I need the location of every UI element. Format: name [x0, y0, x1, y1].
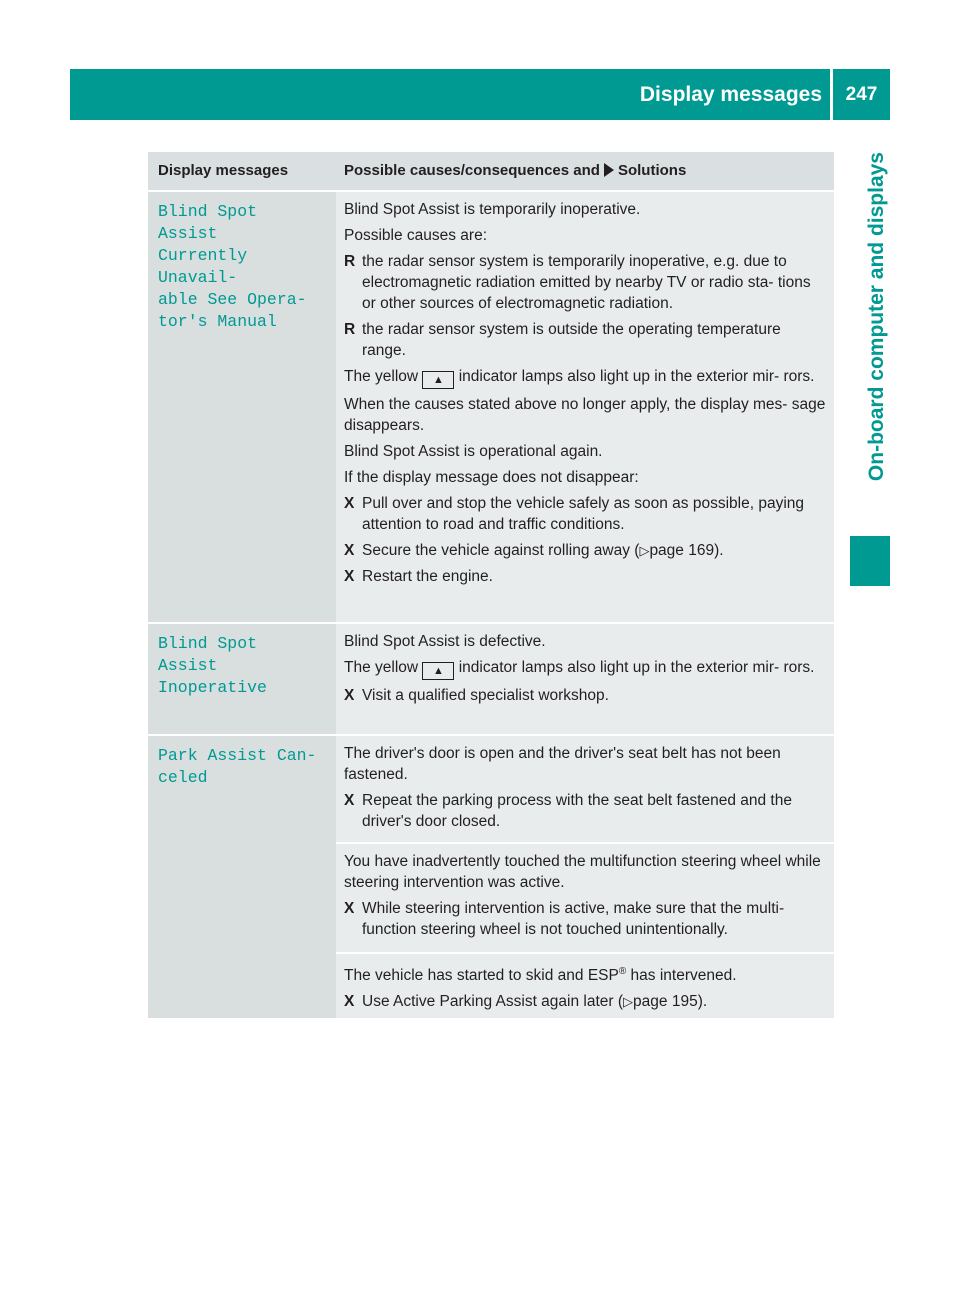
list-item: X Restart the engine.	[344, 568, 493, 585]
col-header-causes: Possible causes/consequences and Solutions	[344, 162, 687, 179]
display-message: Park Assist Can‐ celed	[148, 736, 336, 1018]
side-label-text: On-board computer and displays	[865, 152, 888, 482]
side-tab	[850, 536, 890, 586]
causes-block: Blind Spot Assist is temporarily inoperative. Possible causes are: R the radar sensor system is temporarily inoperative, e.g. due to electromagnetic radiation emitted by nearby TV or radio sta‐ tions or other sources of electromagnetic radiation. R the radar sensor system is outside the operating temperature range. The yellow ▲ indicator lamps also light up in the exterior mir‐ rors. When the causes stated above no longer apply, the display mes‐ sage disappears. Blind Spot Assist is operational again. If the display message does not disappear: X Pull over and stop the vehicle safely as soon as possible, paying attention to road and traffic conditions. X Secure the vehicle against rolling away (▷page 169). X Restart the engine.	[336, 192, 834, 622]
bullet-icon: R	[344, 253, 356, 270]
side-label	[840, 152, 890, 552]
step-arrow-icon: X	[344, 993, 355, 1011]
table-row	[148, 622, 834, 734]
table-header	[148, 152, 834, 190]
list-item: R the radar sensor system is temporarily inoperative, e.g. due to electromagnetic radiation emitted by nearby TV or radio sta‐ tions or other sources of electromagnetic radiation.	[344, 253, 811, 312]
list-item: X Secure the vehicle against rolling away (▷page 169).	[344, 542, 724, 559]
page-ref-icon: ▷	[639, 543, 650, 558]
causes-block: The vehicle has started to skid and ESP® has intervened. X Use Active Parking Assist again later (▷page 195).	[336, 952, 834, 1018]
step-arrow-icon: X	[344, 542, 355, 559]
list-item: R the radar sensor system is outside the operating temperature range.	[344, 321, 781, 359]
step-arrow-icon: X	[344, 495, 355, 512]
page-number: 247	[845, 84, 878, 105]
step-arrow-icon: X	[344, 792, 355, 809]
bullet-icon: R	[344, 321, 356, 338]
step-arrow-icon: X	[344, 568, 355, 585]
page-ref-icon: ▷	[623, 994, 634, 1010]
blind-spot-warning-icon: ▲	[422, 662, 454, 680]
table-row	[148, 734, 834, 1018]
causes-block: The driver's door is open and the driver's seat belt has not been fastened. X Repeat the parking process with the seat belt fastened and the driver's door closed.	[336, 736, 834, 842]
page-title: Display messages	[639, 83, 822, 106]
table-row	[148, 190, 834, 622]
causes-block: You have inadvertently touched the multifunction steering wheel while steering intervention was active. X While steering intervention is active, make sure that the multi‐ function steering wheel is not touched unintentionally.	[336, 842, 834, 952]
display-message: Blind Spot Assist Inoperative	[148, 624, 336, 734]
list-item: X Use Active Parking Assist again later (▷page 195).	[344, 993, 708, 1011]
list-item: X While steering intervention is active, make sure that the multi‐ function steering wheel is not touched unintentionally.	[344, 900, 785, 938]
col-header-messages: Display messages	[158, 162, 289, 179]
play-arrow-icon	[604, 163, 614, 177]
blind-spot-warning-icon: ▲	[422, 371, 454, 389]
list-item: X Visit a qualified specialist workshop.	[344, 687, 609, 704]
step-arrow-icon: X	[344, 900, 355, 917]
list-item: X Pull over and stop the vehicle safely as soon as possible, paying attention to road and traffic conditions.	[344, 495, 805, 533]
step-arrow-icon: X	[344, 687, 355, 704]
messages-table	[148, 152, 834, 1018]
list-item: X Repeat the parking process with the seat belt fastened and the driver's door closed.	[344, 792, 792, 830]
causes-block: Blind Spot Assist is defective. The yellow ▲ indicator lamps also light up in the exterior mir‐ rors. X Visit a qualified specialist workshop.	[336, 624, 834, 734]
display-message: Blind Spot Assist Currently Unavail‐ able See Opera‐ tor's Manual	[148, 192, 336, 622]
